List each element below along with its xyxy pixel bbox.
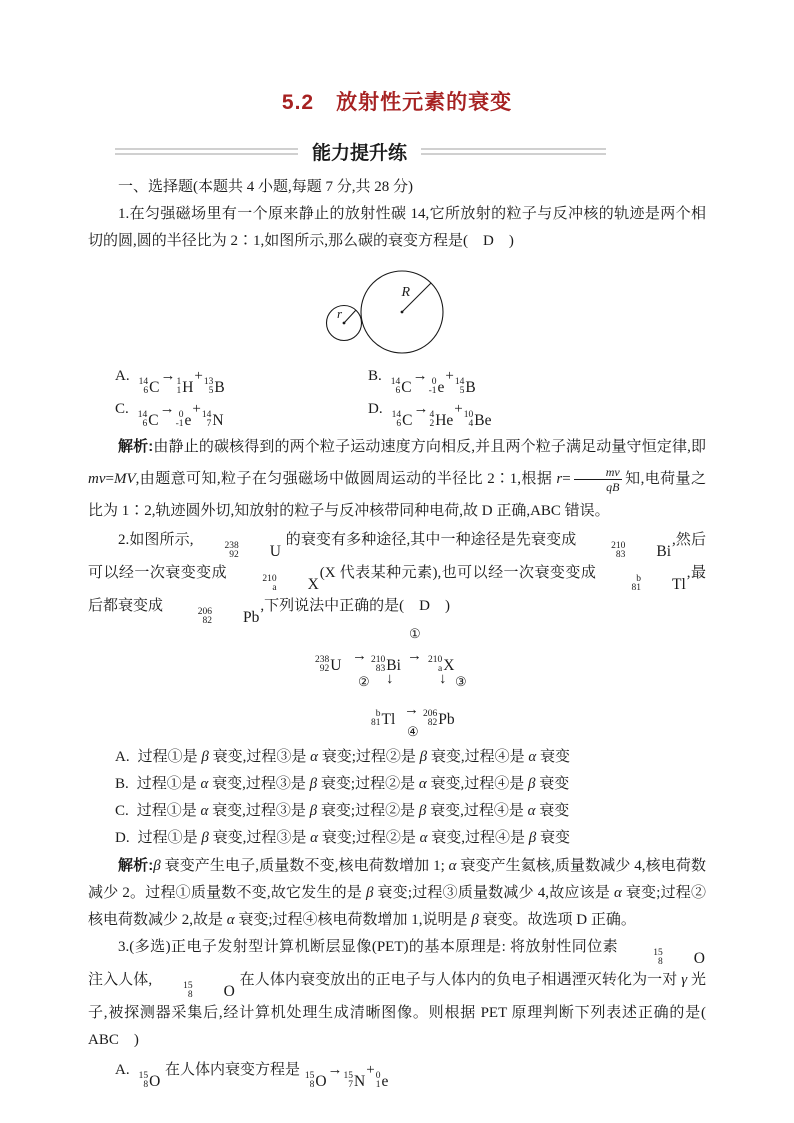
- question-2-stem: 2.如图所示, 238 92 U 的衰变有多种途径,其中一种途径是先衰变成 210 83 Bi ,然后可以经一次衰变变成 210 a X (X 代表某种元素),也可以经一次衰变变成 b 81 Tl ,最后都衰变成 206 82 Pb ,下列说法中正确的是( D ): [88, 532, 706, 626]
- question-3-stem: 3.(多选)正电子发射型计算机断层显像(PET)的基本原理是: 将放射性同位素 15 8 O 注入人体, 15 8 O 在人体内衰变放出的正电子与人体内的负电子相遇湮灭转化为一对 γ 光子,被探测器采集后,经计算机处理生成清晰图像。则根据 PET 原理判断下列表述正确的是( ABC ): [88, 939, 722, 1048]
- option-label: B.: [368, 368, 382, 384]
- nuclide-tl: b 81 Tl: [371, 709, 396, 728]
- arrow-bi-to-tl: ↓: [386, 671, 394, 687]
- option-label: A.: [115, 368, 130, 384]
- large-center-dot: [401, 311, 404, 314]
- step-2-label: ②: [358, 674, 370, 689]
- step-3-label: ③: [455, 674, 467, 689]
- option-text: 过程①是 β 衰变,过程③是 α 衰变;过程②是 α 衰变,过程④是 β 衰变: [137, 830, 571, 846]
- option-label: D.: [368, 401, 383, 417]
- option-label: C.: [115, 401, 129, 417]
- q2-analysis: 解析:β 衰变产生电子,质量数不变,核电荷数增加 1; α 衰变产生氦核,质量数减少 4,核电荷数减少 2。过程①质量数不变,故它发生的是 β 衰变;过程③质量数减少 4,故应该是 α 衰变;过程②核电荷数减少 2,故是 α 衰变;过程④核电荷数增加 1,说明是 β 衰变。故选项 D 正确。: [88, 857, 707, 928]
- q1-options: [115, 363, 706, 429]
- q2-options: [115, 744, 706, 852]
- option-equation: 14 6 C → 1 1 H + 13 5 B: [138, 368, 225, 396]
- large-radius-label: R: [401, 285, 410, 300]
- nuclide-bi-210: 210 83 Bi: [371, 655, 401, 674]
- q1-option-c: [115, 396, 368, 429]
- option-label: A.: [115, 1062, 130, 1078]
- nuclide-u-238: 238 92 U: [315, 655, 342, 674]
- option-text: 过程①是 α 衰变,过程③是 β 衰变;过程②是 β 衰变,过程④是 α 衰变: [136, 803, 570, 819]
- q2-option-a: [115, 744, 706, 771]
- q1-option-b: [368, 363, 706, 396]
- section-heading: 一、选择题(本题共 4 小题,每题 7 分,共 28 分): [118, 179, 413, 195]
- q3-option-a: [115, 1057, 706, 1090]
- q1-option-d: [368, 396, 706, 429]
- nuclide-x-210: 210 a X: [428, 655, 455, 674]
- step-4-label: ④: [407, 724, 419, 739]
- step-1-label: ①: [409, 626, 421, 641]
- option-equation: 14 6 C → 0 -1 e + 14 7 N: [137, 401, 224, 429]
- page-title: 5.2 放射性元素的衰变: [281, 91, 513, 114]
- band-title: 能力提升练: [312, 143, 408, 164]
- q2-decay-diagram: [312, 626, 482, 739]
- option-equation: 14 6 C → 0 -1 e + 14 5 B: [390, 368, 476, 396]
- arrow-tl-to-pb: →: [404, 702, 419, 718]
- arrow-u-to-bi: →: [352, 648, 367, 664]
- small-center-dot: [343, 322, 346, 325]
- q1-option-a: [115, 363, 368, 396]
- small-radius-label: r: [336, 306, 342, 321]
- q1-figure-tangent-circles: [292, 259, 502, 359]
- option-label: D.: [115, 830, 130, 846]
- option-label: B.: [115, 776, 129, 792]
- band-line-left: [115, 148, 298, 155]
- section-band: [88, 138, 706, 165]
- option-label: C.: [115, 803, 129, 819]
- option-label: A.: [115, 749, 130, 765]
- arrow-bi-to-x: →: [407, 648, 422, 664]
- q1-analysis: 解析:由静止的碳核得到的两个粒子运动速度方向相反,并且两个粒子满足动量守恒定律,即 mv=MV,由题意可知,粒子在匀强磁场中做圆周运动的半径比 2∶1,根据 r= $\frac{mv}{qB}$ 知,电荷量之比为 1∶2,轨迹圆外切,知放射的粒子与反冲核带同种电荷,故 D 正确,ABC 错误。: [88, 438, 706, 519]
- nuclide-pb-206: 206 82 Pb: [423, 709, 455, 728]
- option-equation: 14 6 C → 4 2 He + 10 4 Be: [391, 401, 492, 429]
- option-text: 过程①是 α 衰变,过程③是 β 衰变;过程②是 α 衰变,过程④是 β 衰变: [136, 776, 570, 792]
- arrow-x-to-pb: ↓: [439, 671, 447, 687]
- q2-option-d: [115, 825, 706, 852]
- band-line-right: [421, 148, 606, 155]
- small-radius-line: [344, 310, 356, 323]
- q2-option-b: [115, 771, 706, 798]
- option-equation: 15 8 O 在人体内衰变方程是 15 8 O → 15 7 N + 0 1 e: [138, 1062, 389, 1090]
- q2-option-c: [115, 798, 706, 825]
- question-1-stem: 1.在匀强磁场里有一个原来静止的放射性碳 14,它所放射的粒子与反冲核的轨迹是两个相切的圆,圆的半径比为 2∶1,如图所示,那么碳的衰变方程是( D ): [88, 206, 706, 249]
- option-text: 过程①是 β 衰变,过程③是 α 衰变;过程②是 β 衰变,过程④是 α 衰变: [137, 749, 571, 765]
